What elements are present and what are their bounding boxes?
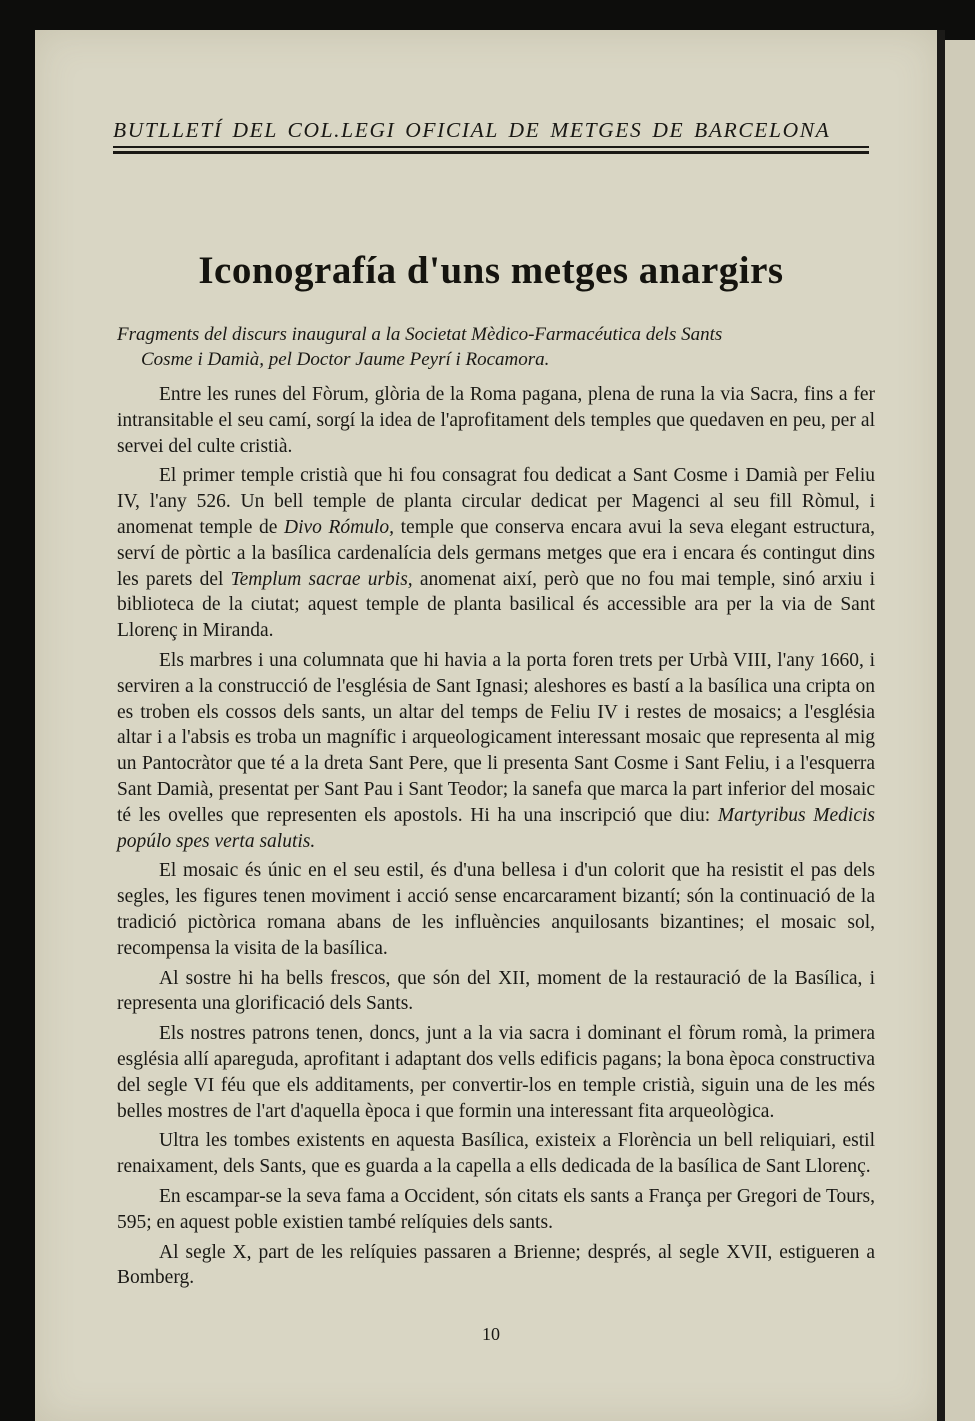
paragraph-7: Ultra les tombes existents en aquesta Basílica, existeix a Florència un bell reliquiari, estil renaixament, dels Sants, que es guarda a la capella a ells dedicada de la basílica de Sant Llorenç. [117,1130,875,1178]
page-content [35,30,937,1421]
paragraph-3-inscription: Martyribus Medicis popúlo spes verta salutis. [117,804,875,852]
paragraph-4: El mosaic és únic en el seu estil, és d'una bellesa i d'un colorit que ha resistit el pas dels segles, les figures tenen moviment i acció sense encarcarament bizantí; són la continuació de la tradició pictòrica romana abans de les influències anquilosants bizantines; el mosaic sol, recompensa la visita de la basílica. [117,860,875,959]
subtitle-line-2: Cosme i Damià, pel Doctor Jaume Peyrí i Rocamora. [141,349,550,370]
running-header: BUTLLETÍ DEL COL.LEGI OFICIAL DE METGES DE BARCELONA [113,118,831,142]
page-number: 10 [482,1324,500,1344]
article-subtitle [117,322,875,372]
article-title: Iconografía d'uns metges anargirs [198,249,784,292]
header-rule-thick [113,151,869,154]
paragraph-1: Entre les runes del Fòrum, glòria de la Roma pagana, plena de runa la via Sacra, fins a fer intransitable el seu camí, sorgí la idea de l'aprofitament dels temples que quedaven en peu, per al servei del culte cristià. [117,384,875,457]
subtitle-line-1: Fragments del discurs inaugural a la Societat Mèdico-Farmacéutica dels Sants [117,324,723,345]
paragraph-3-text: Els marbres i una columnata que hi havia a la porta foren trets per Urbà VIII, l'any 1660, i serviren a la construcció de l'església de Sant Ignasi; aleshores es bastí a la basílica una cripta on es troben els cossos dels sants, un altar del temps de Feliu IV i restes de mosaics; a l'església altar i a l'absis es troba un magnífic i arqueologicament interessant mosaic que representa al mig un Pantocràtor que té a la dreta Sant Pere, que li presenta Sant Cosme i Sant Feliu, i a l'esquerra Sant Damià, presentat per Sant Pau i Sant Teodor; la sanefa que marca la part inferior del mosaic té les ovelles que representen els apostols. Hi ha una inscripció que diu: [117,649,875,826]
paragraph-2-italic-2: Templum sacrae urbis, [230,568,413,590]
paragraph-2-text-b: temple que conserva encara avui la seva elegant estructura, serví de pòrtic a la basílica cardenalícia dels germans metges que era i encara és contingut dins les parets del [117,516,875,590]
paragraph-3 [117,648,875,854]
adjacent-page-edge [945,40,975,1421]
paragraph-8: En escampar-se la seva fama a Occident, són citats els sants a França per Gregori de Tours, 595; en aquest poble existien també relíquies dels sants. [117,1185,875,1233]
paragraph-5: Al sostre hi ha bells frescos, que són del XII, moment de la restauració de la Basílica, i representa una glorificació dels Sants. [117,967,875,1015]
paragraph-9: Al segle X, part de les relíquies passaren a Brienne; després, al segle XVII, estigueren a Bomberg. [117,1241,875,1289]
header-rule-thin [113,146,869,148]
paragraph-6: Els nostres patrons tenen, doncs, junt a la via sacra i dominant el fòrum romà, la primera església allí apareguda, aprofitant i adaptant dos vells edificis pagans; la bona època constructiva del segle VI féu que els additaments, per convertir-los en temple cristià, siguin una de les més belles mostres de l'art d'aquella època i que formin una interessant fita arqueològica. [117,1023,875,1122]
paragraph-2-italic-1: Divo Rómulo, [284,516,395,538]
book-gutter [937,30,945,1421]
paragraph-2-text-a: El primer temple cristià que hi fou consagrat fou dedicat a Sant Cosme i Damià per Feliu IV, l'any 526. Un bell temple de planta circular dedicat per Magenci al seu fill Ròmul, i anomenat temple de [117,465,875,538]
paragraph-2-text-c: anomenat així, però que no fou mai temple, sinó arxiu i biblioteca de la ciutat; aquest temple de planta basilical és accessible ara per la via de Sant Llorenç in Miranda. [117,568,876,642]
paragraph-2 [117,463,875,644]
article-body [117,382,875,1295]
